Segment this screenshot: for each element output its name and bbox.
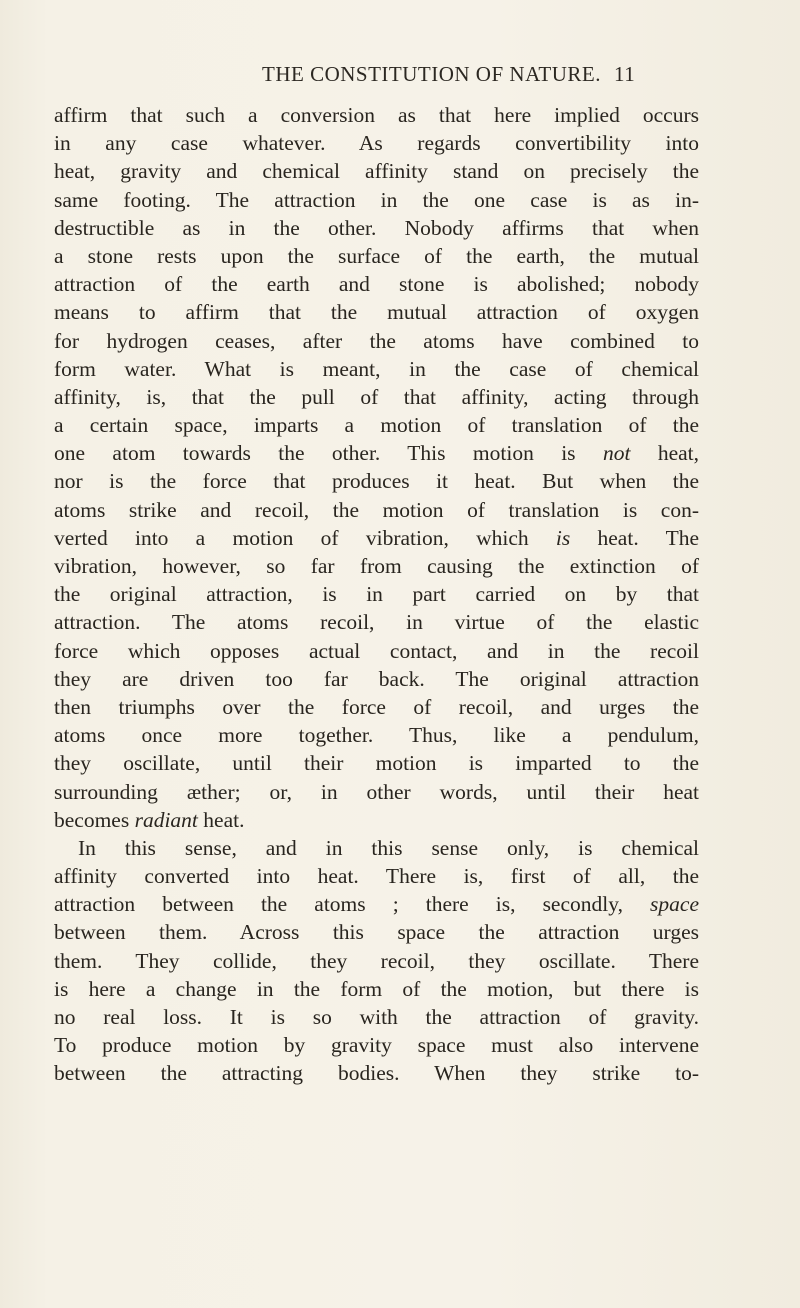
text-line: attraction. The atoms recoil, in virtue of the elastic — [54, 610, 699, 635]
text-line: means to affirm that the mutual attraction of oxygen — [54, 300, 699, 325]
text-line: them. They collide, they recoil, they oscillate. There — [54, 948, 699, 973]
text-line: surrounding æther; or, in other words, until their heat — [54, 779, 699, 804]
text-line: a certain space, imparts a motion of translation of the — [54, 413, 699, 438]
text-line: destructible as in the other. Nobody affirms that when — [54, 215, 699, 240]
text-line: force which opposes actual contact, and in the recoil — [54, 638, 699, 663]
text-line-mixed — [54, 806, 699, 834]
text-line: affinity converted into heat. There is, first of all, the — [54, 864, 699, 889]
text-segment: becomes — [54, 807, 135, 832]
running-title: THE CONSTITUTION OF NATURE. — [262, 62, 601, 86]
text-segment: attraction between the atoms ; there is, secondly, — [54, 892, 651, 917]
text-line: affirm that such a conversion as that here implied occurs — [54, 103, 699, 127]
text-line: between them. Across this space the attraction urges — [54, 920, 699, 945]
text-line: vibration, however, so far from causing the extinction of — [54, 554, 699, 578]
text-line: form water. What is meant, in the case of chemical — [54, 356, 699, 381]
text-line: attraction of the earth and stone is abolished; nobody — [54, 272, 699, 297]
text-line: between the attracting bodies. When they strike to- — [54, 1061, 699, 1086]
italic-word: not — [602, 441, 631, 466]
text-segment: verted into a motion of vibration, which — [54, 525, 556, 550]
text-line: same footing. The attraction in the one case is as in- — [54, 187, 699, 212]
text-line: nor is the force that produces it heat. But when the — [54, 469, 699, 494]
text-line: To produce motion by gravity space must also intervene — [54, 1033, 699, 1058]
text-line: atoms once more together. Thus, like a pendulum, — [54, 723, 699, 748]
text-line-mixed — [54, 524, 699, 552]
text-segment: heat, — [630, 441, 700, 466]
italic-word: radiant — [134, 807, 198, 832]
text-line: atoms strike and recoil, the motion of translation is con- — [54, 497, 699, 522]
text-line-mixed — [54, 439, 699, 467]
paragraph-2 — [54, 834, 699, 1088]
text-line: then triumphs over the force of recoil, and urges the — [54, 694, 699, 719]
text-line: in any case whatever. As regards convertibility into — [54, 131, 699, 156]
paragraph-1 — [54, 101, 699, 834]
text-line: no real loss. It is so with the attraction of gravity. — [54, 1005, 699, 1029]
text-line: is here a change in the form of the motion, but there is — [54, 976, 699, 1001]
text-segment: heat. — [197, 807, 245, 832]
text-line: heat, gravity and chemical affinity stand on precisely the — [54, 159, 699, 184]
text-line: the original attraction, is in part carried on by that — [54, 582, 699, 607]
text-line-mixed — [54, 890, 699, 918]
text-segment: one atom towards the other. This motion is — [54, 441, 603, 466]
text-segment: heat. The — [570, 525, 699, 550]
page-number: 11 — [614, 62, 636, 86]
italic-word: is — [555, 525, 571, 550]
text-line: a stone rests upon the surface of the earth, the mutual — [54, 243, 699, 268]
italic-word: space — [650, 892, 699, 917]
text-line: they oscillate, until their motion is imparted to the — [54, 751, 699, 776]
text-line: they are driven too far back. The original attraction — [54, 666, 699, 691]
text-line: affinity, is, that the pull of that affinity, acting through — [54, 384, 699, 409]
text-line: for hydrogen ceases, after the atoms have combined to — [54, 328, 699, 353]
text-line: In this sense, and in this sense only, is chemical — [78, 835, 699, 860]
body-text — [54, 101, 699, 1088]
